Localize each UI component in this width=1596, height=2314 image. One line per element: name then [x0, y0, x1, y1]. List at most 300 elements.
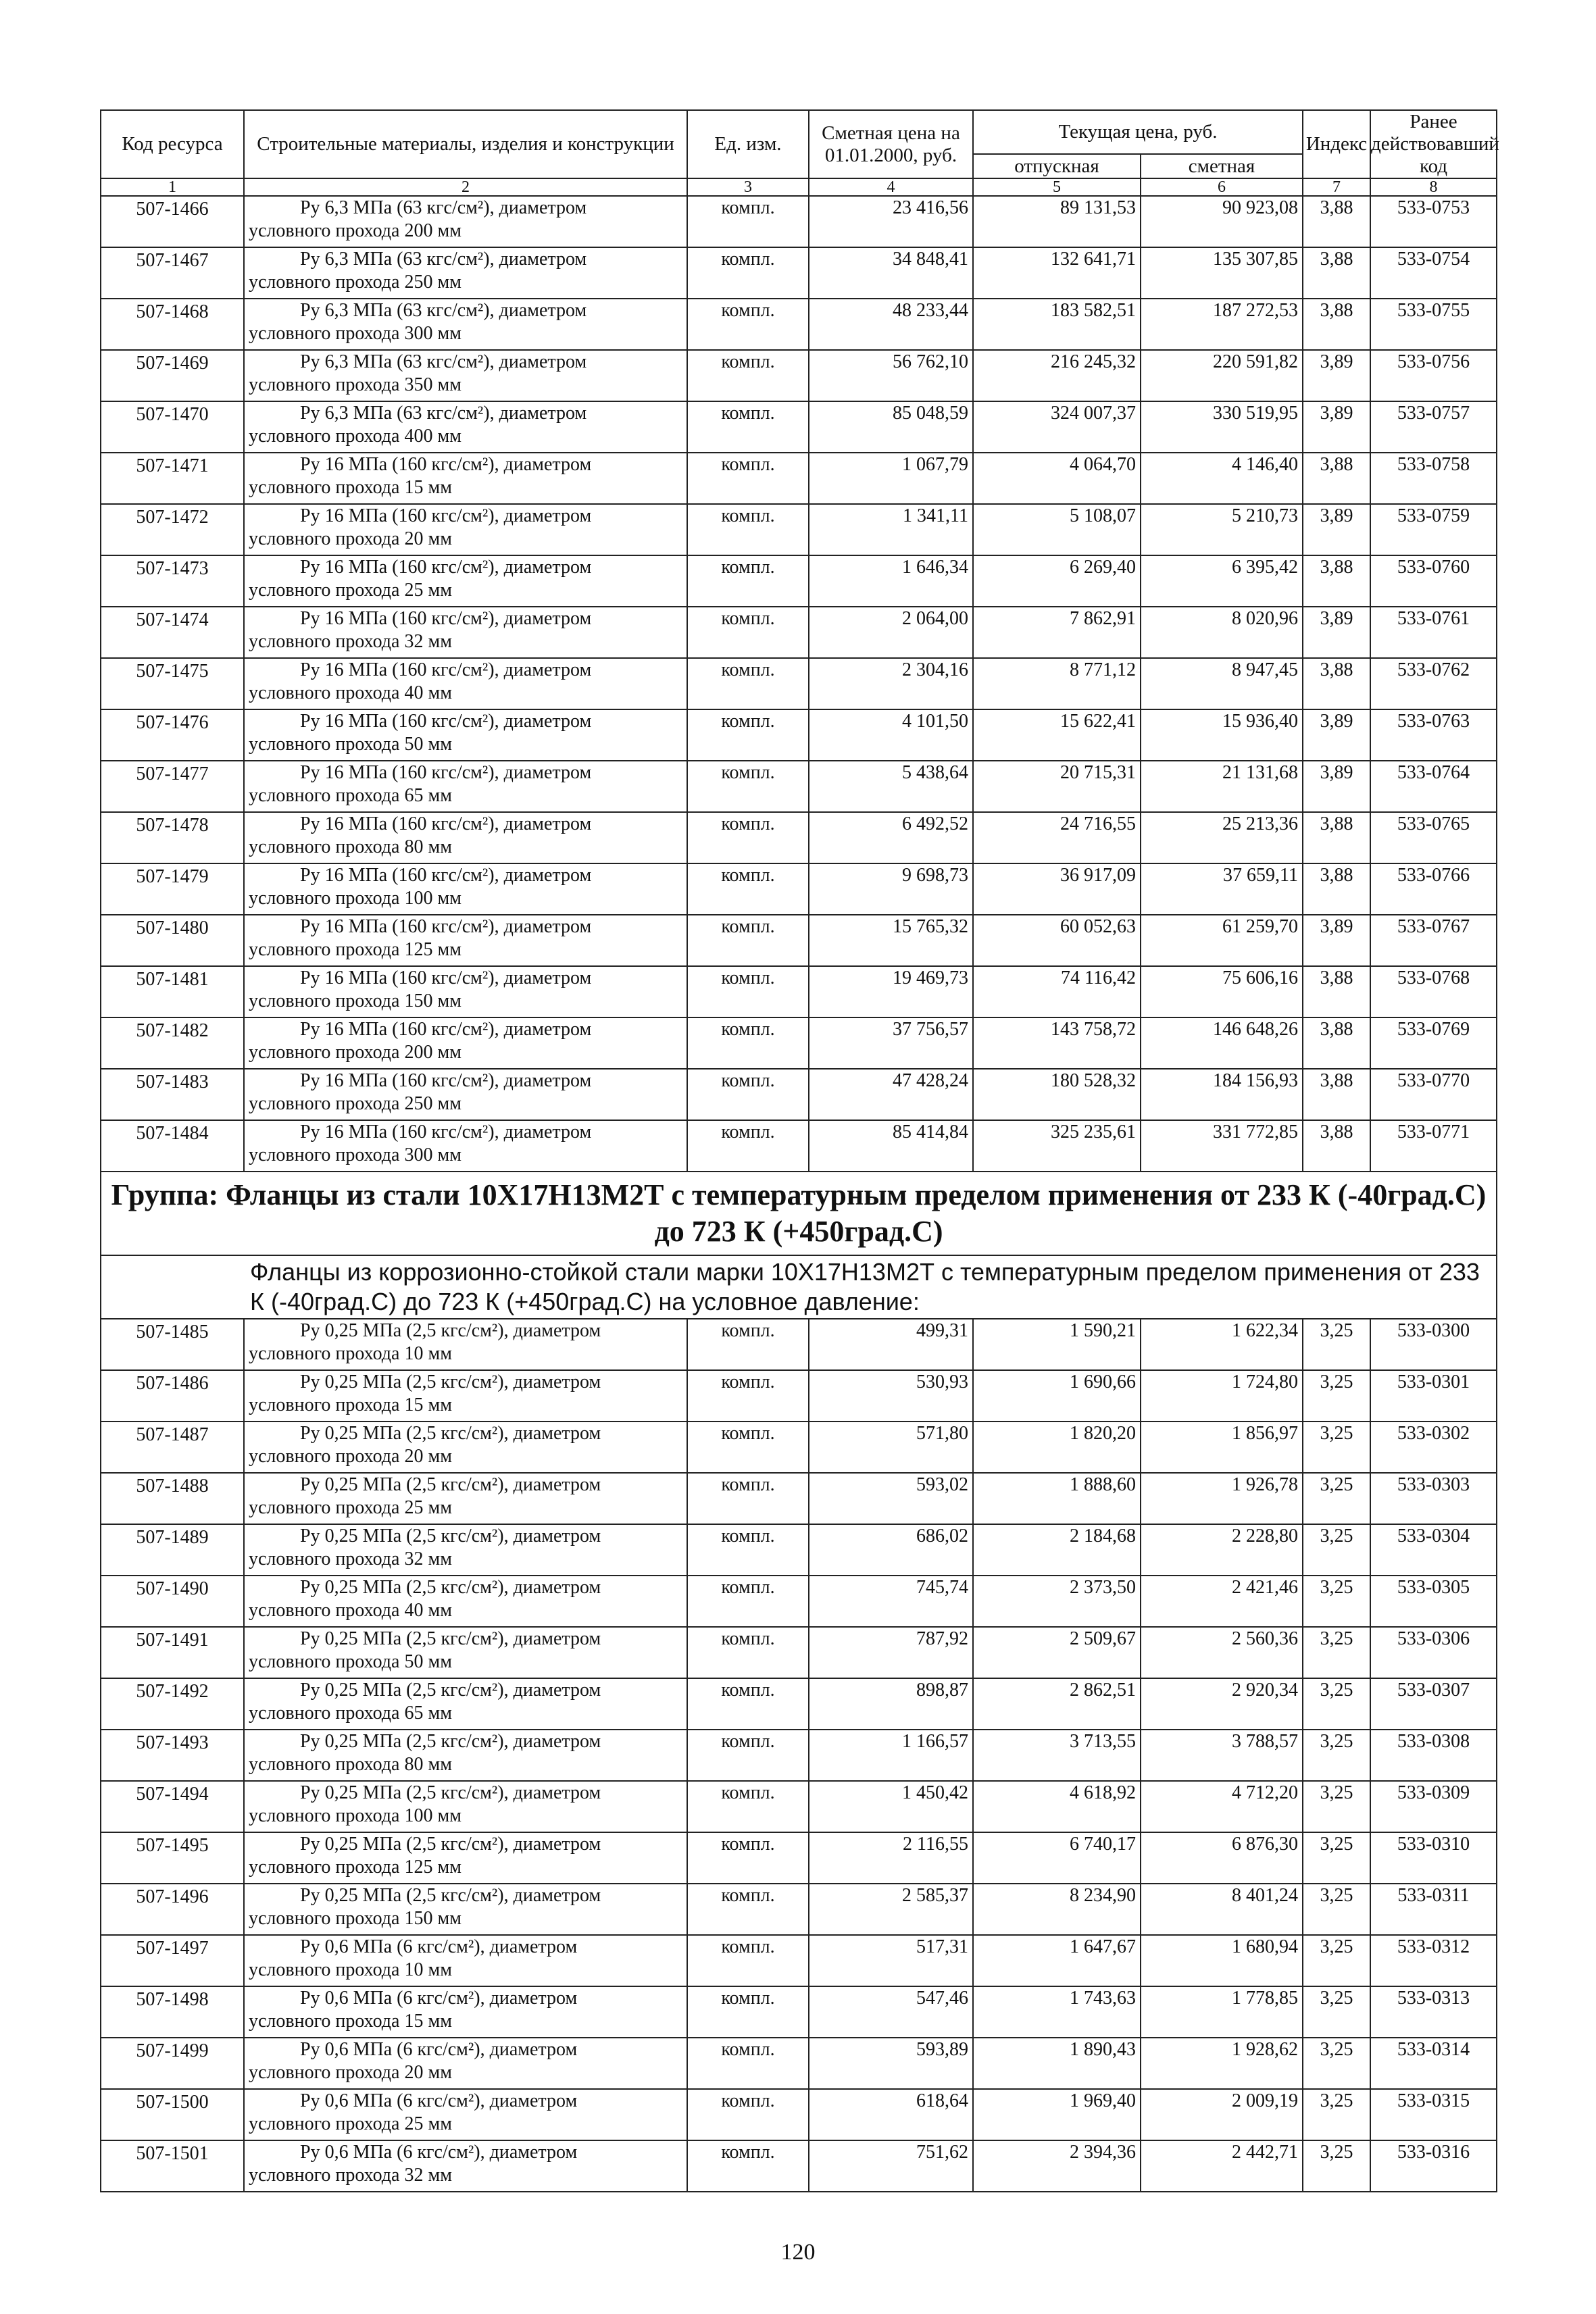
estimate-price-cell: 15 936,40	[1141, 709, 1303, 761]
resource-code-cell: 507-1483	[101, 1069, 244, 1120]
estimate-price-cell: 2 228,80	[1141, 1524, 1303, 1576]
release-price-cell: 216 245,32	[973, 350, 1141, 401]
release-price-cell: 8 771,12	[973, 658, 1141, 709]
old-code-cell: 533-0762	[1370, 658, 1497, 709]
description-line-2: условного прохода 250 мм	[249, 1093, 462, 1114]
description-cell	[244, 555, 687, 607]
table-row	[101, 1422, 1497, 1473]
unit-cell: компл.	[687, 504, 809, 555]
resource-code-cell: 507-1491	[101, 1627, 244, 1678]
table-row	[101, 504, 1497, 555]
old-code-cell: 533-0309	[1370, 1781, 1497, 1832]
release-price-cell: 143 758,72	[973, 1017, 1141, 1069]
description-line-2: условного прохода 10 мм	[249, 1343, 452, 1364]
index-cell: 3,25	[1303, 1781, 1370, 1832]
release-price-cell: 1 590,21	[973, 1319, 1141, 1370]
table-row	[101, 247, 1497, 299]
release-price-cell: 20 715,31	[973, 761, 1141, 812]
table-row	[101, 658, 1497, 709]
old-code-cell: 533-0767	[1370, 915, 1497, 966]
release-price-cell: 132 641,71	[973, 247, 1141, 299]
description-cell	[244, 1422, 687, 1473]
estimate-price-cell: 4 712,20	[1141, 1781, 1303, 1832]
estimate-price-cell: 1 928,62	[1141, 2038, 1303, 2089]
release-price-cell: 60 052,63	[973, 915, 1141, 966]
base-price-cell: 34 848,41	[809, 247, 973, 299]
index-cell: 3,25	[1303, 1832, 1370, 1884]
description-line-1: Ру 0,6 МПа (6 кгс/см²), диаметром	[300, 2090, 578, 2111]
index-cell: 3,25	[1303, 1730, 1370, 1781]
description-line-2: условного прохода 25 мм	[249, 2113, 452, 2134]
index-cell: 3,88	[1303, 555, 1370, 607]
description-line-1: Ру 16 МПа (160 кгс/см²), диаметром	[300, 762, 592, 783]
old-code-cell: 533-0760	[1370, 555, 1497, 607]
old-code-cell: 533-0315	[1370, 2089, 1497, 2140]
description-cell	[244, 761, 687, 812]
table-row	[101, 196, 1497, 247]
table-row	[101, 1576, 1497, 1627]
resource-code-cell: 507-1488	[101, 1473, 244, 1524]
column-number: 2	[244, 178, 687, 196]
old-code-cell: 533-0771	[1370, 1120, 1497, 1172]
unit-cell: компл.	[687, 966, 809, 1017]
estimate-price-cell: 2 421,46	[1141, 1576, 1303, 1627]
table-row	[101, 2089, 1497, 2140]
index-cell: 3,25	[1303, 1422, 1370, 1473]
resource-code-cell: 507-1468	[101, 299, 244, 350]
estimate-price-cell: 220 591,82	[1141, 350, 1303, 401]
description-line-2: условного прохода 25 мм	[249, 580, 452, 601]
table-row	[101, 1319, 1497, 1370]
base-price-cell: 5 438,64	[809, 761, 973, 812]
description-line-1: Ру 0,25 МПа (2,5 кгс/см²), диаметром	[300, 1680, 601, 1701]
release-price-cell: 4 064,70	[973, 453, 1141, 504]
release-price-cell: 1 890,43	[973, 2038, 1141, 2089]
table-row	[101, 1524, 1497, 1576]
release-price-cell: 1 690,66	[973, 1370, 1141, 1422]
index-cell: 3,25	[1303, 2089, 1370, 2140]
estimate-price-cell: 1 680,94	[1141, 1935, 1303, 1986]
estimate-price-cell: 2 442,71	[1141, 2140, 1303, 2192]
release-price-cell: 2 373,50	[973, 1576, 1141, 1627]
unit-cell: компл.	[687, 350, 809, 401]
old-code-cell: 533-0314	[1370, 2038, 1497, 2089]
release-price-cell: 24 716,55	[973, 812, 1141, 863]
estimate-price-cell: 187 272,53	[1141, 299, 1303, 350]
description-line-2: условного прохода 200 мм	[249, 1042, 462, 1063]
table-row	[101, 1832, 1497, 1884]
base-price-cell: 9 698,73	[809, 863, 973, 915]
estimate-price-cell: 3 788,57	[1141, 1730, 1303, 1781]
description-line-2: условного прохода 65 мм	[249, 785, 452, 806]
description-line-1: Ру 0,25 МПа (2,5 кгс/см²), диаметром	[300, 1834, 601, 1855]
description-cell	[244, 1678, 687, 1730]
index-cell: 3,89	[1303, 761, 1370, 812]
description-line-1: Ру 6,3 МПа (63 кгс/см²), диаметром	[300, 197, 587, 218]
base-price-cell: 23 416,56	[809, 196, 973, 247]
description-line-2: условного прохода 32 мм	[249, 2165, 452, 2186]
description-cell	[244, 658, 687, 709]
unit-cell: компл.	[687, 812, 809, 863]
resource-code-cell: 507-1489	[101, 1524, 244, 1576]
table-row	[101, 1678, 1497, 1730]
index-cell: 3,88	[1303, 966, 1370, 1017]
estimate-price-cell: 1 926,78	[1141, 1473, 1303, 1524]
release-price-cell: 1 888,60	[973, 1473, 1141, 1524]
description-line-1: Ру 0,25 МПа (2,5 кгс/см²), диаметром	[300, 1372, 601, 1392]
unit-cell: компл.	[687, 915, 809, 966]
index-cell: 3,88	[1303, 863, 1370, 915]
base-price-cell: 6 492,52	[809, 812, 973, 863]
index-cell: 3,89	[1303, 401, 1370, 453]
description-cell	[244, 812, 687, 863]
index-cell: 3,89	[1303, 607, 1370, 658]
resource-code-cell: 507-1500	[101, 2089, 244, 2140]
base-price-cell: 1 166,57	[809, 1730, 973, 1781]
resource-code-cell: 507-1477	[101, 761, 244, 812]
estimate-price-cell: 75 606,16	[1141, 966, 1303, 1017]
estimate-price-cell: 2 560,36	[1141, 1627, 1303, 1678]
description-line-2: условного прохода 125 мм	[249, 1857, 462, 1878]
old-code-cell: 533-0304	[1370, 1524, 1497, 1576]
table-row	[101, 1884, 1497, 1935]
base-price-cell: 37 756,57	[809, 1017, 973, 1069]
resource-code-cell: 507-1487	[101, 1422, 244, 1473]
old-code-cell: 533-0313	[1370, 1986, 1497, 2038]
unit-cell: компл.	[687, 247, 809, 299]
description-line-2: условного прохода 32 мм	[249, 1549, 452, 1569]
description-line-2: условного прохода 125 мм	[249, 939, 462, 960]
unit-cell: компл.	[687, 863, 809, 915]
description-line-2: условного прохода 20 мм	[249, 2062, 452, 2083]
unit-cell: компл.	[687, 1884, 809, 1935]
unit-cell: компл.	[687, 1781, 809, 1832]
table-row	[101, 1370, 1497, 1422]
description-line-2: условного прохода 20 мм	[249, 528, 452, 549]
old-code-cell: 533-0755	[1370, 299, 1497, 350]
release-price-cell: 74 116,42	[973, 966, 1141, 1017]
unit-cell: компл.	[687, 401, 809, 453]
column-number: 7	[1303, 178, 1370, 196]
resource-code-cell: 507-1479	[101, 863, 244, 915]
description-line-1: Ру 0,25 МПа (2,5 кгс/см²), диаметром	[300, 1885, 601, 1906]
old-code-cell: 533-0307	[1370, 1678, 1497, 1730]
description-line-1: Ру 16 МПа (160 кгс/см²), диаметром	[300, 1122, 592, 1142]
description-cell	[244, 966, 687, 1017]
header-current-price: Текущая цена, руб.	[973, 110, 1303, 154]
description-line-1: Ру 16 МПа (160 кгс/см²), диаметром	[300, 557, 592, 578]
description-cell	[244, 1370, 687, 1422]
unit-cell: компл.	[687, 453, 809, 504]
unit-cell: компл.	[687, 1473, 809, 1524]
base-price-cell: 618,64	[809, 2089, 973, 2140]
unit-cell: компл.	[687, 2089, 809, 2140]
base-price-cell: 47 428,24	[809, 1069, 973, 1120]
release-price-cell: 8 234,90	[973, 1884, 1141, 1935]
unit-cell: компл.	[687, 196, 809, 247]
unit-cell: компл.	[687, 1017, 809, 1069]
estimate-price-cell: 4 146,40	[1141, 453, 1303, 504]
resource-code-cell: 507-1494	[101, 1781, 244, 1832]
description-cell	[244, 1576, 687, 1627]
table-row	[101, 1120, 1497, 1172]
description-line-1: Ру 16 МПа (160 кгс/см²), диаметром	[300, 505, 592, 526]
description-cell	[244, 2140, 687, 2192]
base-price-cell: 547,46	[809, 1986, 973, 2038]
table-row	[101, 1473, 1497, 1524]
description-line-1: Ру 0,25 МПа (2,5 кгс/см²), диаметром	[300, 1474, 601, 1495]
description-line-2: условного прохода 15 мм	[249, 477, 452, 498]
description-cell	[244, 1524, 687, 1576]
description-line-2: условного прохода 40 мм	[249, 682, 452, 703]
description-line-2: условного прохода 150 мм	[249, 1908, 462, 1929]
index-cell: 3,25	[1303, 1576, 1370, 1627]
description-cell	[244, 247, 687, 299]
header-base-price: Сметная цена на 01.01.2000, руб.	[809, 110, 973, 178]
base-price-cell: 2 064,00	[809, 607, 973, 658]
index-cell: 3,88	[1303, 1120, 1370, 1172]
description-line-1: Ру 16 МПа (160 кгс/см²), диаметром	[300, 711, 592, 732]
index-cell: 3,89	[1303, 504, 1370, 555]
release-price-cell: 7 862,91	[973, 607, 1141, 658]
group-section	[101, 1172, 1497, 1319]
resource-code-cell: 507-1499	[101, 2038, 244, 2089]
table-row	[101, 1781, 1497, 1832]
estimate-price-cell: 330 519,95	[1141, 401, 1303, 453]
index-cell: 3,88	[1303, 658, 1370, 709]
resource-code-cell: 507-1472	[101, 504, 244, 555]
estimate-price-cell: 2 009,19	[1141, 2089, 1303, 2140]
index-cell: 3,25	[1303, 1884, 1370, 1935]
base-price-cell: 56 762,10	[809, 350, 973, 401]
table-row	[101, 350, 1497, 401]
unit-cell: компл.	[687, 1319, 809, 1370]
release-price-cell: 2 862,51	[973, 1678, 1141, 1730]
old-code-cell: 533-0301	[1370, 1370, 1497, 1422]
header-resource-code: Код ресурса	[101, 110, 244, 178]
release-price-cell: 3 713,55	[973, 1730, 1141, 1781]
description-cell	[244, 1017, 687, 1069]
description-line-1: Ру 0,25 МПа (2,5 кгс/см²), диаметром	[300, 1423, 601, 1444]
old-code-cell: 533-0758	[1370, 453, 1497, 504]
column-number: 1	[101, 178, 244, 196]
estimate-price-cell: 2 920,34	[1141, 1678, 1303, 1730]
header-release-price: отпускная	[973, 154, 1141, 178]
unit-cell: компл.	[687, 555, 809, 607]
estimate-price-cell: 90 923,08	[1141, 196, 1303, 247]
base-price-cell: 2 116,55	[809, 1832, 973, 1884]
base-price-cell: 593,02	[809, 1473, 973, 1524]
description-line-2: условного прохода 350 мм	[249, 374, 462, 395]
table-row	[101, 1017, 1497, 1069]
description-line-1: Ру 16 МПа (160 кгс/см²), диаметром	[300, 1019, 592, 1040]
description-line-2: условного прохода 15 мм	[249, 1394, 452, 1415]
unit-cell: компл.	[687, 607, 809, 658]
base-price-cell: 530,93	[809, 1370, 973, 1422]
resource-code-cell: 507-1482	[101, 1017, 244, 1069]
old-code-cell: 533-0761	[1370, 607, 1497, 658]
table-row	[101, 863, 1497, 915]
base-price-cell: 15 765,32	[809, 915, 973, 966]
table-section-a	[101, 196, 1497, 1172]
base-price-cell: 19 469,73	[809, 966, 973, 1017]
description-line-1: Ру 16 МПа (160 кгс/см²), диаметром	[300, 916, 592, 937]
description-line-1: Ру 16 МПа (160 кгс/см²), диаметром	[300, 608, 592, 629]
description-cell	[244, 1935, 687, 1986]
old-code-cell: 533-0302	[1370, 1422, 1497, 1473]
unit-cell: компл.	[687, 1069, 809, 1120]
resource-code-cell: 507-1476	[101, 709, 244, 761]
estimate-price-cell: 25 213,36	[1141, 812, 1303, 863]
column-number: 4	[809, 178, 973, 196]
index-cell: 3,25	[1303, 1524, 1370, 1576]
release-price-cell: 36 917,09	[973, 863, 1141, 915]
table-row	[101, 2140, 1497, 2192]
table-row	[101, 915, 1497, 966]
description-line-2: условного прохода 50 мм	[249, 1651, 452, 1672]
resource-code-cell: 507-1471	[101, 453, 244, 504]
unit-cell: компл.	[687, 2140, 809, 2192]
description-cell	[244, 915, 687, 966]
description-cell	[244, 1986, 687, 2038]
resource-code-cell: 507-1484	[101, 1120, 244, 1172]
index-cell: 3,88	[1303, 1069, 1370, 1120]
base-price-cell: 787,92	[809, 1627, 973, 1678]
description-line-1: Ру 6,3 МПа (63 кгс/см²), диаметром	[300, 300, 587, 321]
base-price-cell: 593,89	[809, 2038, 973, 2089]
description-line-2: условного прохода 15 мм	[249, 2011, 452, 2032]
description-cell	[244, 1781, 687, 1832]
old-code-cell: 533-0312	[1370, 1935, 1497, 1986]
unit-cell: компл.	[687, 299, 809, 350]
table-section-b	[101, 1319, 1497, 2192]
old-code-cell: 533-0308	[1370, 1730, 1497, 1781]
index-cell: 3,25	[1303, 2140, 1370, 2192]
estimate-price-cell: 6 876,30	[1141, 1832, 1303, 1884]
old-code-cell: 533-0303	[1370, 1473, 1497, 1524]
index-cell: 3,88	[1303, 812, 1370, 863]
release-price-cell: 180 528,32	[973, 1069, 1141, 1120]
release-price-cell: 89 131,53	[973, 196, 1141, 247]
index-cell: 3,88	[1303, 299, 1370, 350]
old-code-cell: 533-0765	[1370, 812, 1497, 863]
unit-cell: компл.	[687, 1986, 809, 2038]
estimate-price-cell: 21 131,68	[1141, 761, 1303, 812]
release-price-cell: 5 108,07	[973, 504, 1141, 555]
estimate-price-cell: 1 856,97	[1141, 1422, 1303, 1473]
table-row	[101, 1986, 1497, 2038]
description-line-2: условного прохода 20 мм	[249, 1446, 452, 1467]
estimate-price-cell: 8 947,45	[1141, 658, 1303, 709]
estimate-price-cell: 1 622,34	[1141, 1319, 1303, 1370]
resource-code-cell: 507-1469	[101, 350, 244, 401]
description-cell	[244, 1069, 687, 1120]
description-cell	[244, 350, 687, 401]
description-cell	[244, 401, 687, 453]
description-line-2: условного прохода 200 мм	[249, 220, 462, 241]
resource-code-cell: 507-1474	[101, 607, 244, 658]
old-code-cell: 533-0754	[1370, 247, 1497, 299]
resource-code-cell: 507-1490	[101, 1576, 244, 1627]
resource-code-cell: 507-1467	[101, 247, 244, 299]
header-unit: Ед. изм.	[687, 110, 809, 178]
index-cell: 3,25	[1303, 2038, 1370, 2089]
old-code-cell: 533-0757	[1370, 401, 1497, 453]
description-cell	[244, 1730, 687, 1781]
release-price-cell: 2 394,36	[973, 2140, 1141, 2192]
release-price-cell: 325 235,61	[973, 1120, 1141, 1172]
unit-cell: компл.	[687, 1935, 809, 1986]
release-price-cell: 2 509,67	[973, 1627, 1141, 1678]
price-table	[100, 109, 1497, 2192]
index-cell: 3,88	[1303, 247, 1370, 299]
description-line-1: Ру 0,6 МПа (6 кгс/см²), диаметром	[300, 1988, 578, 2009]
release-price-cell: 1 820,20	[973, 1422, 1141, 1473]
table-row	[101, 1069, 1497, 1120]
base-price-cell: 4 101,50	[809, 709, 973, 761]
table-row	[101, 761, 1497, 812]
old-code-cell: 533-0770	[1370, 1069, 1497, 1120]
unit-cell: компл.	[687, 1370, 809, 1422]
description-cell	[244, 863, 687, 915]
old-code-cell: 533-0759	[1370, 504, 1497, 555]
old-code-cell: 533-0306	[1370, 1627, 1497, 1678]
resource-code-cell: 507-1481	[101, 966, 244, 1017]
description-cell	[244, 453, 687, 504]
description-line-1: Ру 6,3 МПа (63 кгс/см²), диаметром	[300, 351, 587, 372]
table-row	[101, 453, 1497, 504]
index-cell: 3,25	[1303, 1473, 1370, 1524]
description-line-2: условного прохода 100 мм	[249, 1805, 462, 1826]
description-line-2: условного прохода 80 мм	[249, 1754, 452, 1775]
description-line-1: Ру 0,25 МПа (2,5 кгс/см²), диаметром	[300, 1628, 601, 1649]
base-price-cell: 751,62	[809, 2140, 973, 2192]
description-cell	[244, 607, 687, 658]
base-price-cell: 85 414,84	[809, 1120, 973, 1172]
description-line-2: условного прохода 40 мм	[249, 1600, 452, 1621]
description-line-1: Ру 0,25 МПа (2,5 кгс/см²), диаметром	[300, 1526, 601, 1546]
unit-cell: компл.	[687, 1422, 809, 1473]
description-line-2: условного прохода 300 мм	[249, 323, 462, 344]
description-line-2: условного прохода 50 мм	[249, 734, 452, 755]
table-row	[101, 401, 1497, 453]
header-materials: Строительные материалы, изделия и конструкции	[244, 110, 687, 178]
header-index: Индекс	[1303, 110, 1370, 178]
old-code-cell: 533-0764	[1370, 761, 1497, 812]
description-line-2: условного прохода 80 мм	[249, 836, 452, 857]
table-row	[101, 607, 1497, 658]
old-code-cell: 533-0310	[1370, 1832, 1497, 1884]
description-line-2: условного прохода 150 мм	[249, 990, 462, 1011]
base-price-cell: 499,31	[809, 1319, 973, 1370]
old-code-cell: 533-0766	[1370, 863, 1497, 915]
resource-code-cell: 507-1478	[101, 812, 244, 863]
description-line-1: Ру 0,25 МПа (2,5 кгс/см²), диаметром	[300, 1782, 601, 1803]
resource-code-cell: 507-1498	[101, 1986, 244, 2038]
index-cell: 3,25	[1303, 1935, 1370, 1986]
table-header	[101, 110, 1497, 196]
base-price-cell: 745,74	[809, 1576, 973, 1627]
unit-cell: компл.	[687, 1120, 809, 1172]
release-price-cell: 2 184,68	[973, 1524, 1141, 1576]
description-cell	[244, 299, 687, 350]
estimate-price-cell: 146 648,26	[1141, 1017, 1303, 1069]
resource-code-cell: 507-1496	[101, 1884, 244, 1935]
description-cell	[244, 196, 687, 247]
unit-cell: компл.	[687, 1524, 809, 1576]
old-code-cell: 533-0753	[1370, 196, 1497, 247]
description-line-1: Ру 6,3 МПа (63 кгс/см²), диаметром	[300, 249, 587, 270]
